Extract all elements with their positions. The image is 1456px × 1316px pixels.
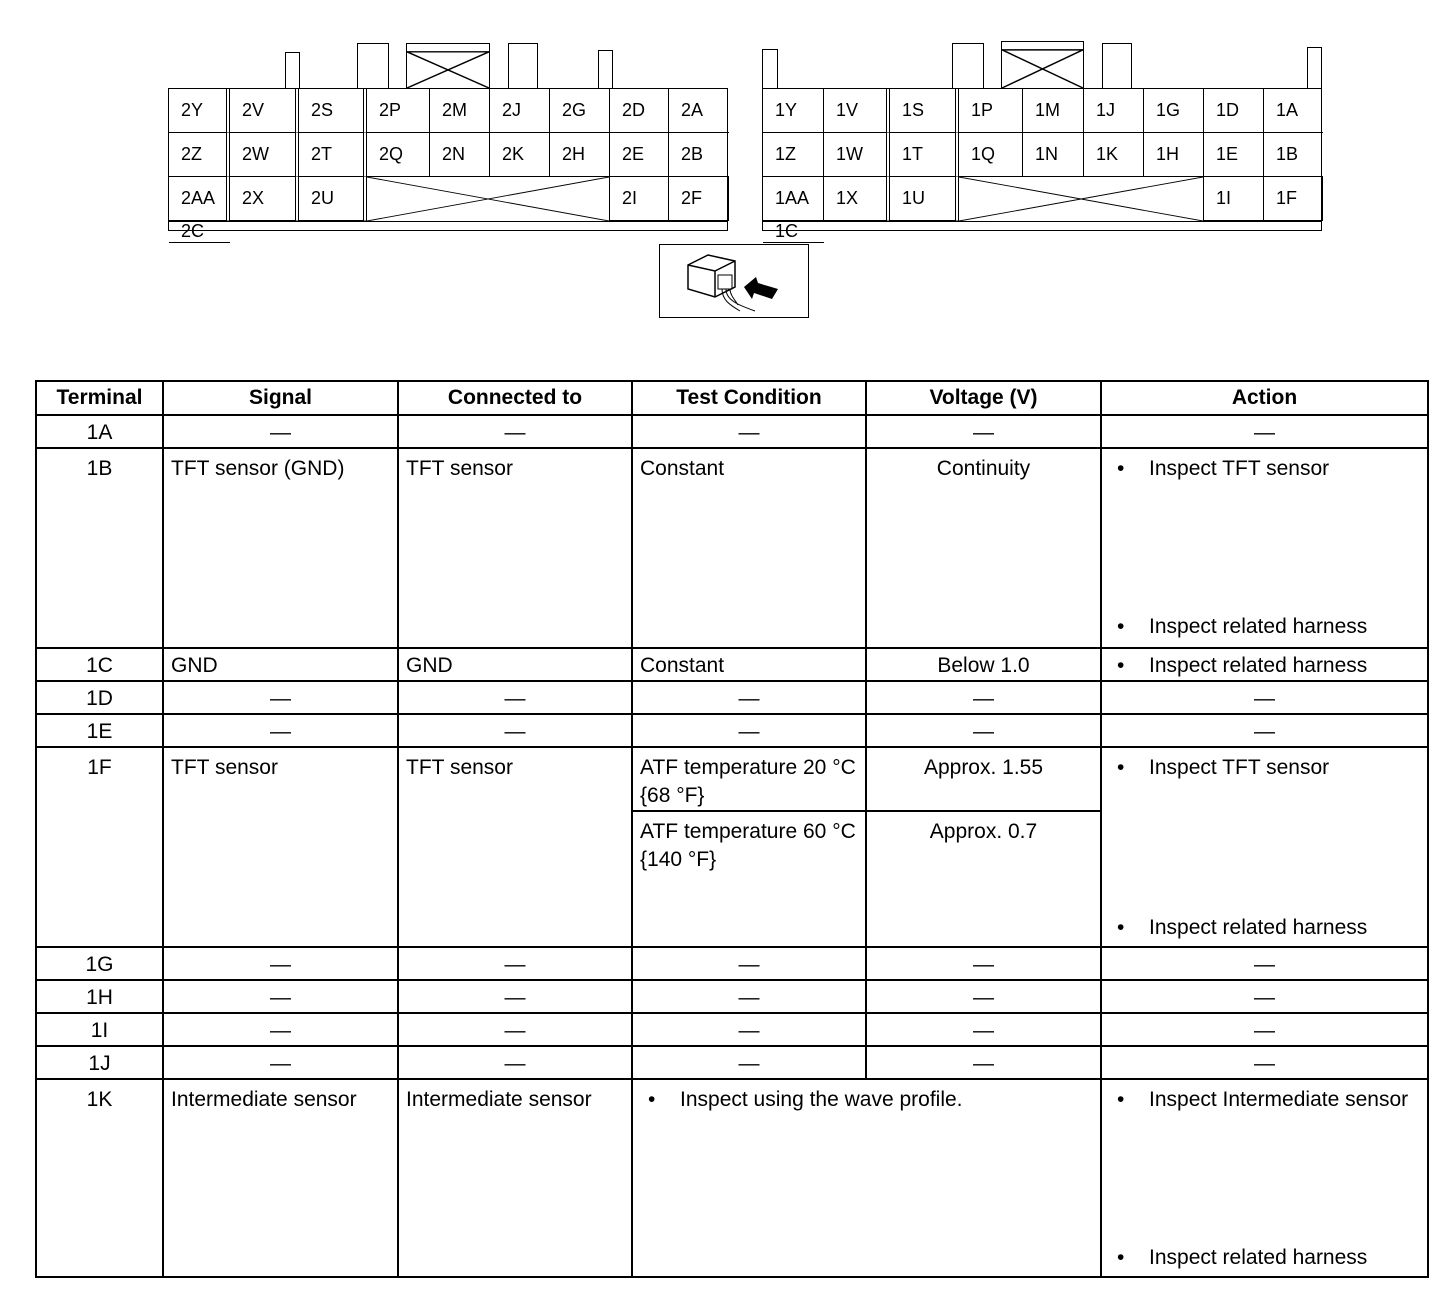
bullet: • <box>1117 654 1125 677</box>
voltage-cell: Approx. 0.7 <box>866 811 1101 947</box>
action-item: Inspect TFT sensor <box>1149 457 1330 480</box>
terminal-cell: 1A <box>36 415 163 448</box>
pin-2b: 2B <box>669 133 729 177</box>
pin-1x: 1X <box>824 177 890 221</box>
pin-2x: 2X <box>230 177 299 221</box>
test-condition-cell: — <box>632 714 866 747</box>
bullet: • <box>648 1088 656 1111</box>
connected-to-cell: — <box>398 714 632 747</box>
pin-1d: 1D <box>1204 89 1264 133</box>
action-item: Inspect related harness <box>1149 916 1368 939</box>
connected-to-cell: GND <box>398 648 632 681</box>
signal-cell: — <box>163 681 398 714</box>
header-test-condition: Test Condition <box>632 381 866 415</box>
connector-latch <box>285 52 300 88</box>
header-action: Action <box>1101 381 1428 415</box>
connected-to-cell: — <box>398 1046 632 1079</box>
connected-to-cell: — <box>398 681 632 714</box>
pin-1a: 1A <box>1264 89 1323 133</box>
bullet: • <box>1117 457 1125 480</box>
table-row <box>36 648 1428 681</box>
bullet: • <box>1117 916 1125 939</box>
pin-1v: 1V <box>824 89 890 133</box>
connector-2-pinout <box>168 88 728 241</box>
signal-cell: — <box>163 714 398 747</box>
action-cell <box>1101 448 1428 648</box>
terminal-cell: 1F <box>36 747 163 947</box>
action-item: Inspect TFT sensor <box>1149 756 1330 779</box>
pin-2a: 2A <box>669 89 729 133</box>
pin-2p: 2P <box>367 89 430 133</box>
signal-cell: Intermediate sensor <box>163 1079 398 1277</box>
pin-2q: 2Q <box>367 133 430 177</box>
pin-1g: 1G <box>1144 89 1204 133</box>
connector-1-pinout <box>762 88 1322 241</box>
test-condition-cell: — <box>632 980 866 1013</box>
pin-2n: 2N <box>430 133 490 177</box>
pin-2g: 2G <box>550 89 610 133</box>
unused-cavity-crossed <box>959 177 1204 221</box>
test-condition-cell: — <box>632 1046 866 1079</box>
voltage-cell: — <box>866 1046 1101 1079</box>
pin-1h: 1H <box>1144 133 1204 177</box>
pin-1y: 1Y <box>763 89 824 133</box>
pin-2h: 2H <box>550 133 610 177</box>
pin-1j: 1J <box>1084 89 1144 133</box>
connector-latch <box>598 50 613 88</box>
test-condition-cell: ATF temperature 60 °C {140 °F} <box>632 811 866 947</box>
pin-1p: 1P <box>959 89 1023 133</box>
action-cell: — <box>1101 1013 1428 1046</box>
table-row <box>36 747 1428 811</box>
action-cell: — <box>1101 681 1428 714</box>
action-item: Inspect related harness <box>1149 654 1368 677</box>
test-condition-cell: — <box>632 681 866 714</box>
action-cell <box>1101 648 1428 681</box>
signal-cell: — <box>163 947 398 980</box>
voltage-cell: Below 1.0 <box>866 648 1101 681</box>
pin-2d: 2D <box>610 89 669 133</box>
bullet: • <box>1117 615 1125 638</box>
voltage-cell: — <box>866 415 1101 448</box>
bullet: • <box>1117 1246 1125 1269</box>
pin-1z: 1Z <box>763 133 824 177</box>
test-condition-cell: — <box>632 947 866 980</box>
terminal-cell: 1D <box>36 681 163 714</box>
terminal-cell: 1K <box>36 1079 163 1277</box>
voltage-cell: — <box>866 681 1101 714</box>
pin-2e: 2E <box>610 133 669 177</box>
action-cell <box>1101 1079 1428 1277</box>
pin-2j: 2J <box>490 89 550 133</box>
signal-cell: TFT sensor <box>163 747 398 947</box>
pin-1m: 1M <box>1023 89 1084 133</box>
action-cell: — <box>1101 415 1428 448</box>
test-condition-cell <box>632 1079 1101 1277</box>
action-item: Inspect related harness <box>1149 615 1368 638</box>
pin-2c: 2C <box>169 221 230 243</box>
pin-2y: 2Y <box>169 89 230 133</box>
connected-to-cell: TFT sensor <box>398 448 632 648</box>
pin-1s: 1S <box>890 89 959 133</box>
voltage-cell: — <box>866 980 1101 1013</box>
test-condition-cell: — <box>632 415 866 448</box>
table-row <box>36 448 1428 648</box>
table-row <box>36 1013 1428 1046</box>
pin-1u: 1U <box>890 177 959 221</box>
table-row <box>36 681 1428 714</box>
action-cell: — <box>1101 947 1428 980</box>
signal-cell: — <box>163 415 398 448</box>
pin-2m: 2M <box>430 89 490 133</box>
pin-2aa: 2AA <box>169 177 230 221</box>
terminal-cell: 1B <box>36 448 163 648</box>
table-row <box>36 1046 1428 1079</box>
connected-to-cell: — <box>398 947 632 980</box>
bullet: • <box>1117 1088 1125 1111</box>
connector-latch <box>952 43 984 88</box>
pin-2k: 2K <box>490 133 550 177</box>
connector-latch <box>508 43 538 88</box>
test-condition-cell: ATF temperature 20 °C {68 °F} <box>632 747 866 811</box>
terminal-cell: 1E <box>36 714 163 747</box>
voltage-cell: — <box>866 714 1101 747</box>
pin-1f: 1F <box>1264 177 1323 221</box>
pin-2i: 2I <box>610 177 669 221</box>
connected-to-cell: Intermediate sensor <box>398 1079 632 1277</box>
pin-2t: 2T <box>299 133 367 177</box>
action-cell: — <box>1101 980 1428 1013</box>
table-row <box>36 714 1428 747</box>
harness-side-connector-view-icon <box>659 244 809 318</box>
terminal-cell: 1I <box>36 1013 163 1046</box>
signal-cell: GND <box>163 648 398 681</box>
connector-latch <box>357 43 389 88</box>
pin-2s: 2S <box>299 89 367 133</box>
pin-1i: 1I <box>1204 177 1264 221</box>
table-row <box>36 1079 1428 1277</box>
header-signal: Signal <box>163 381 398 415</box>
action-item: Inspect related harness <box>1149 1246 1368 1269</box>
pin-1t: 1T <box>890 133 959 177</box>
action-cell: — <box>1101 714 1428 747</box>
signal-cell: — <box>163 1046 398 1079</box>
table-row <box>36 947 1428 980</box>
table-row <box>36 980 1428 1013</box>
test-condition-item: Inspect using the wave profile. <box>680 1088 963 1111</box>
terminal-cell: 1C <box>36 648 163 681</box>
signal-cell: — <box>163 980 398 1013</box>
pin-1n: 1N <box>1023 133 1084 177</box>
connected-to-cell: — <box>398 415 632 448</box>
terminal-cell: 1G <box>36 947 163 980</box>
pin-2z: 2Z <box>169 133 230 177</box>
action-item: Inspect Intermediate sensor <box>1149 1088 1409 1111</box>
bullet: • <box>1117 756 1125 779</box>
test-condition-cell: — <box>632 1013 866 1046</box>
terminal-inspection-table <box>35 380 1429 1278</box>
header-connected-to: Connected to <box>398 381 632 415</box>
pin-2w: 2W <box>230 133 299 177</box>
pin-1k: 1K <box>1084 133 1144 177</box>
connector-key-crossed <box>1001 41 1084 88</box>
pin-1e: 1E <box>1204 133 1264 177</box>
signal-cell: — <box>163 1013 398 1046</box>
voltage-cell: Approx. 1.55 <box>866 747 1101 811</box>
table-header-row <box>36 381 1428 415</box>
pin-1b: 1B <box>1264 133 1323 177</box>
terminal-cell: 1H <box>36 980 163 1013</box>
pin-1q: 1Q <box>959 133 1023 177</box>
voltage-cell: — <box>866 947 1101 980</box>
test-condition-cell: Constant <box>632 448 866 648</box>
pin-2f: 2F <box>669 177 729 221</box>
pin-2v: 2V <box>230 89 299 133</box>
pin-1c: 1C <box>763 221 824 243</box>
connector-latch <box>1102 43 1132 88</box>
connected-to-cell: — <box>398 980 632 1013</box>
header-terminal: Terminal <box>36 381 163 415</box>
unused-cavity-crossed <box>367 177 610 221</box>
connected-to-cell: TFT sensor <box>398 747 632 947</box>
connector-latch <box>762 49 778 88</box>
connector-key-crossed <box>406 43 490 88</box>
signal-cell: TFT sensor (GND) <box>163 448 398 648</box>
voltage-cell: Continuity <box>866 448 1101 648</box>
action-cell: — <box>1101 1046 1428 1079</box>
connected-to-cell: — <box>398 1013 632 1046</box>
voltage-cell: — <box>866 1013 1101 1046</box>
header-voltage: Voltage (V) <box>866 381 1101 415</box>
action-cell <box>1101 747 1428 947</box>
table-row <box>36 415 1428 448</box>
pin-1w: 1W <box>824 133 890 177</box>
pin-1aa: 1AA <box>763 177 824 221</box>
test-condition-cell: Constant <box>632 648 866 681</box>
terminal-cell: 1J <box>36 1046 163 1079</box>
pin-2u: 2U <box>299 177 367 221</box>
connector-latch <box>1307 47 1322 88</box>
